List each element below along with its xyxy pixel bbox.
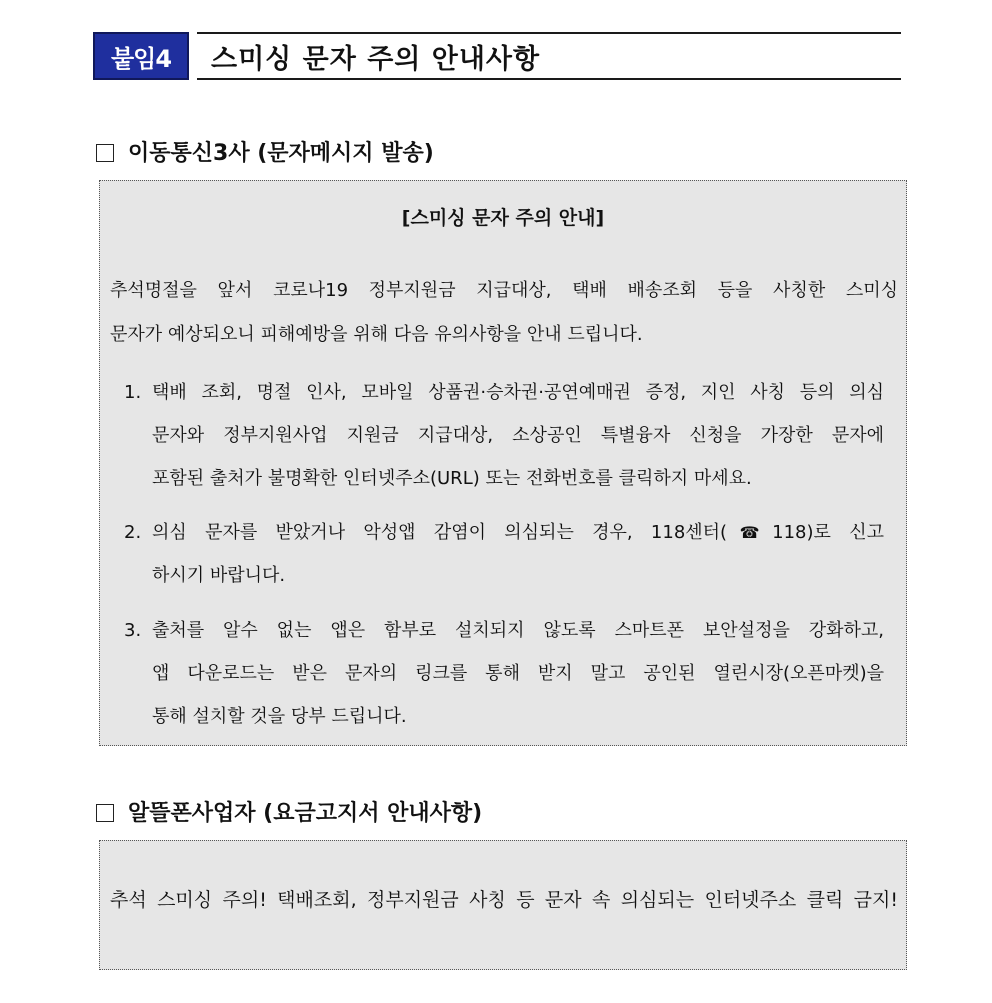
section-heading-mvno — [96, 796, 482, 827]
section-heading-carriers — [96, 136, 434, 167]
item-number: 3. — [124, 620, 142, 641]
notice-title: [스미싱 문자 주의 안내] — [401, 207, 605, 229]
item-line: 앱 다운로드는 받은 문자의 링크를 통해 받지 말고 공인된 열린시장(오픈마켓)을 — [152, 663, 884, 684]
sms-notice-box — [99, 180, 907, 746]
section-heading-label: 이동통신3사 (문자메시지 발송) — [128, 141, 434, 166]
list-item — [124, 609, 884, 738]
item-text: 118)로 신고 — [772, 522, 884, 543]
phone-icon: ☎ — [727, 523, 773, 542]
item-text: 의심 문자를 받았거나 악성앱 감염이 의심되는 경우, 118센터( — [152, 522, 728, 543]
square-bullet-icon — [96, 144, 114, 162]
intro-line: 문자가 예상되오니 피해예방을 위해 다음 유의사항을 안내 드립니다. — [110, 324, 643, 345]
intro-paragraph — [110, 269, 898, 357]
item-line: 하시기 바랍니다. — [152, 565, 286, 586]
item-line: 통해 설치할 것을 당부 드립니다. — [152, 706, 407, 727]
bill-notice-text: 추석 스미싱 주의! 택배조회, 정부지원금 사칭 등 문자 속 의심되는 인터넷주소 클릭 금지! — [110, 889, 898, 911]
item-number: 1. — [124, 382, 142, 403]
section-heading-label: 알뜰폰사업자 (요금고지서 안내사항) — [128, 801, 483, 826]
list-item — [124, 511, 884, 597]
item-line: 포함된 출처가 불명확한 인터넷주소(URL) 또는 전화번호를 클릭하지 마세요. — [152, 468, 752, 489]
item-number: 2. — [124, 522, 142, 543]
title-bar — [197, 32, 901, 80]
item-line: 문자와 정부지원사업 지원금 지급대상, 소상공인 특별융자 신청을 가장한 문자에 — [152, 425, 884, 446]
item-line: 택배 조회, 명절 인사, 모바일 상품권·승차권·공연예매권 증정, 지인 사칭 등의 의심 — [152, 382, 884, 403]
page-title: 스미싱 문자 주의 안내사항 — [211, 43, 541, 75]
item-line — [152, 511, 884, 554]
item-line: 출처를 알수 없는 앱은 함부로 설치되지 않도록 스마트폰 보안설정을 강화하고, — [152, 620, 884, 641]
bill-notice-box — [99, 840, 907, 970]
attachment-badge: 붙임4 — [93, 32, 189, 80]
list-item — [124, 371, 884, 500]
square-bullet-icon — [96, 804, 114, 822]
document-header — [93, 32, 901, 82]
intro-line: 추석명절을 앞서 코로나19 정부지원금 지급대상, 택배 배송조회 등을 사칭한 스미싱 — [110, 280, 898, 301]
